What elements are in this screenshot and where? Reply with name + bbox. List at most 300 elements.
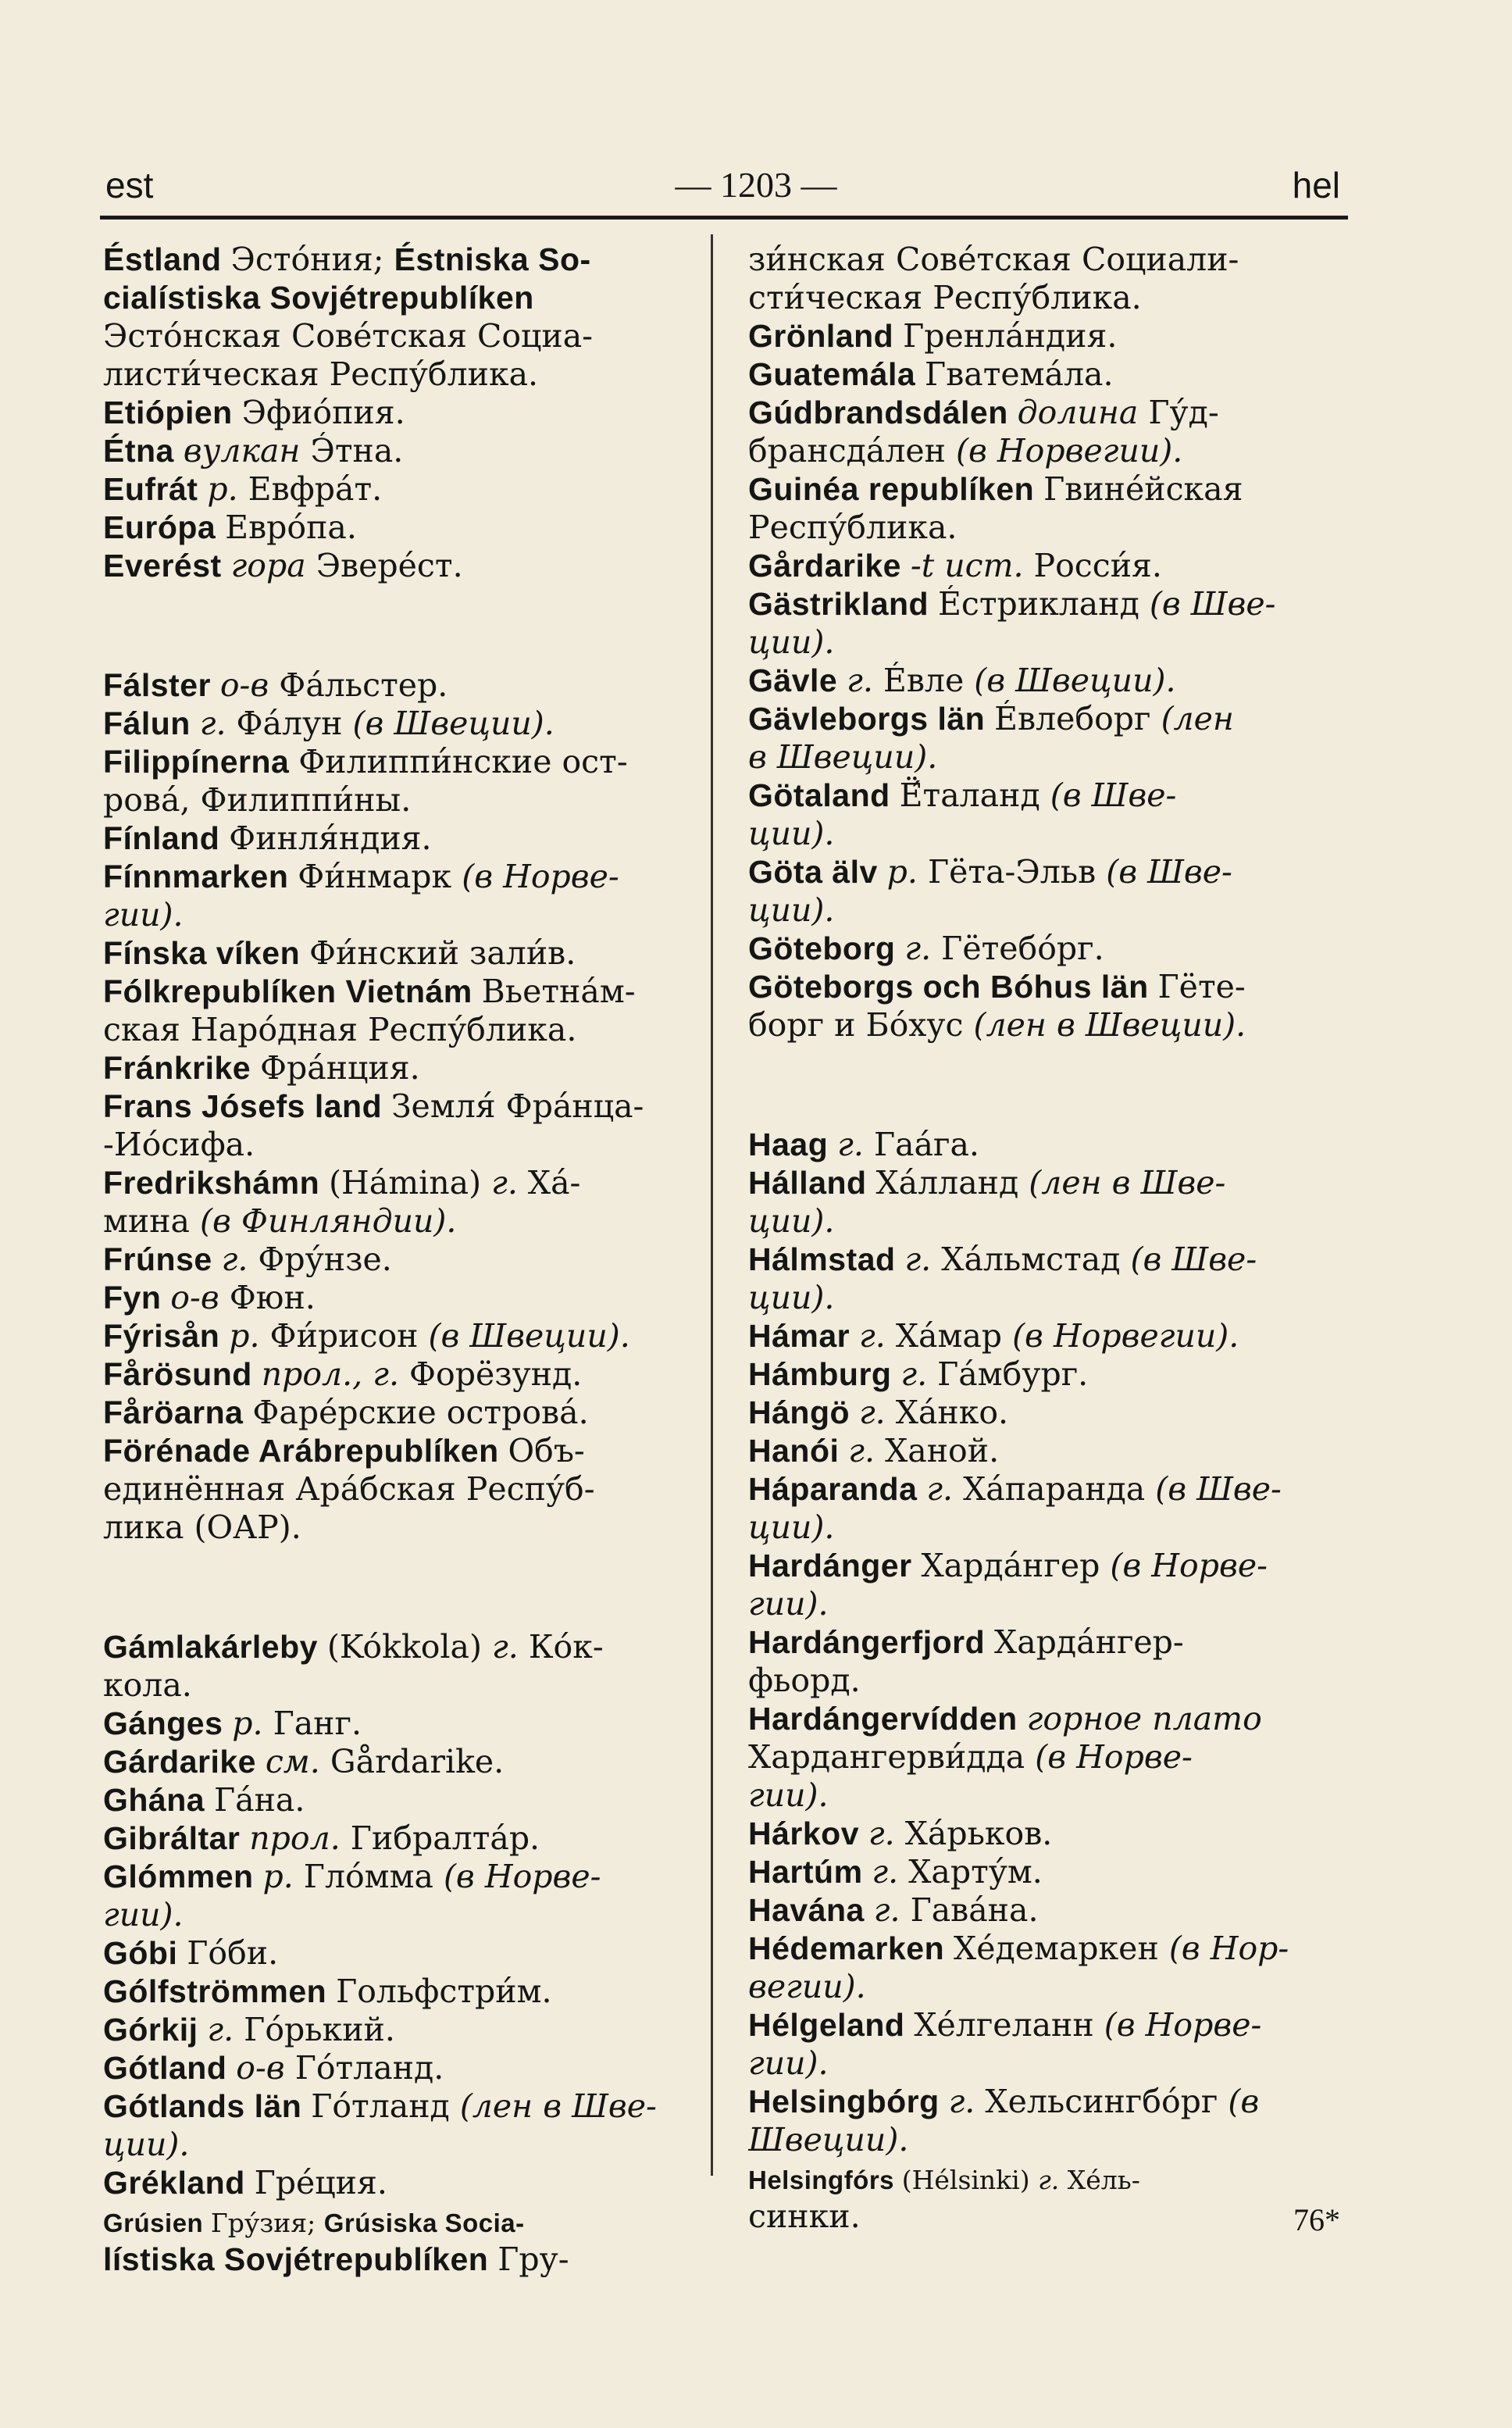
headword: Fálun	[103, 705, 200, 741]
entry-line	[748, 1432, 1342, 1470]
translation: Гаа́га.	[873, 1126, 979, 1163]
gloss-note: горное плато	[1026, 1700, 1262, 1737]
translation: Гвине́йская	[1043, 470, 1243, 508]
gloss-note: (в Шве-	[1149, 585, 1276, 623]
gloss-note: ции).	[103, 2126, 190, 2163]
translation: Ко́к-	[528, 1628, 604, 1666]
headword: Etiópien	[103, 395, 242, 430]
translation: листи́ческая Респу́блика.	[103, 355, 539, 393]
headword: Hálland	[748, 1165, 876, 1201]
entry-line	[103, 1509, 697, 1547]
gloss-note: (лен в Швеции).	[973, 1006, 1246, 1044]
headword: Gótlands län	[103, 2088, 312, 2124]
translation: Форёзунд.	[409, 1355, 583, 1393]
entry-line	[103, 2011, 697, 2049]
translation: Гватема́ла.	[925, 355, 1114, 393]
translation: Го́тланд.	[294, 2049, 444, 2087]
translation: Евро́па.	[225, 509, 357, 546]
headword: Göteborg	[748, 930, 905, 966]
translation: Филиппи́нские ост-	[298, 743, 628, 780]
gloss-note: прол., г.	[261, 1355, 410, 1393]
entry-line	[748, 547, 1342, 585]
gloss-note: р.	[232, 1705, 273, 1742]
header-rule	[100, 216, 1348, 220]
gloss-note: (в Нор-	[1168, 1930, 1289, 1967]
translation: Фра́нция.	[260, 1049, 420, 1087]
headword: Havána	[748, 1892, 874, 1928]
headword: Gólfströmmen	[103, 1973, 337, 2009]
headword: Everést	[103, 548, 231, 584]
entry-line	[103, 666, 697, 705]
headword: Hardánger	[748, 1548, 922, 1584]
headword: Hángö	[748, 1394, 859, 1430]
gloss-note: г.	[492, 1628, 529, 1666]
entry-line	[103, 279, 697, 317]
gloss-note: г.	[859, 1317, 896, 1355]
headword: Fåröarna	[103, 1394, 253, 1430]
translation: Харту́м.	[908, 1853, 1043, 1891]
translation: Фру́нзе.	[258, 1241, 392, 1278]
gloss-note: г.	[221, 1241, 259, 1278]
gloss-note: г.	[904, 1241, 942, 1278]
headword: Fyn	[103, 1280, 171, 1316]
headword: Göta älv	[748, 854, 887, 890]
gloss-note: в Швеции).	[748, 738, 938, 776]
entry-line	[103, 1355, 697, 1394]
translation: Гольфстри́м.	[336, 1973, 552, 2010]
translation: Гёте-	[1157, 968, 1246, 1005]
translation: рова́, Филиппи́ны.	[103, 781, 412, 819]
translation: сти́ческая Респу́блика.	[748, 279, 1142, 316]
translation: синки.	[748, 2198, 861, 2235]
headword: Eufrát	[103, 471, 208, 507]
gloss-note: г.	[848, 1432, 886, 1469]
headword: Hálmstad	[748, 1241, 905, 1277]
entry-line	[748, 2159, 1342, 2198]
entry-line	[748, 1930, 1342, 1968]
gloss-note: ции).	[748, 1279, 835, 1316]
translation: Е́вле	[883, 662, 975, 699]
column-divider	[711, 234, 713, 2176]
translation: Евфра́т.	[248, 470, 383, 508]
headword: Fínska víken	[103, 935, 310, 971]
headword: Gibráltar	[103, 1820, 250, 1856]
headword: Hárkov	[748, 1816, 868, 1851]
entry-line	[748, 1317, 1342, 1355]
headword: Fínland	[103, 820, 230, 856]
translation: Гёта-Эльв	[927, 853, 1107, 891]
entry-line	[748, 2083, 1342, 2121]
entry-line	[103, 1470, 697, 1509]
headword: Hardángerfjord	[748, 1624, 995, 1660]
gloss-note: ции).	[748, 891, 835, 929]
right-column	[748, 241, 1342, 2236]
entry-line	[103, 2049, 697, 2087]
translation: Фаре́рские острова́.	[252, 1394, 589, 1431]
headword: Götaland	[748, 777, 900, 813]
page-number: — 1203 —	[675, 165, 837, 205]
translation: Гру-	[497, 2241, 569, 2278]
headword: Ghána	[103, 1782, 214, 1818]
entry-line	[748, 968, 1342, 1006]
entry-line	[748, 1355, 1342, 1394]
headword: Gárdarike	[103, 1744, 266, 1780]
translation: Ха́паранда	[963, 1470, 1156, 1508]
translation: Гётебо́рг.	[941, 930, 1104, 967]
headword: Fýrisån	[103, 1318, 230, 1354]
translation: Эфио́пия.	[241, 394, 405, 431]
translation: Харда́нгер	[921, 1547, 1111, 1584]
entry-line	[748, 470, 1342, 509]
gloss-note: (в Норвегии).	[1012, 1317, 1239, 1355]
entry-line	[748, 1623, 1342, 1662]
entry-line	[103, 547, 697, 585]
entry-line	[103, 819, 697, 858]
entry-line	[748, 1815, 1342, 1853]
translation: Фи́рисон	[269, 1317, 429, 1355]
gloss-note: г.	[847, 662, 883, 699]
headword: Hartúm	[748, 1854, 872, 1890]
entry-line	[103, 2241, 697, 2279]
gloss-note: г.	[837, 1126, 874, 1163]
entry-line	[748, 317, 1342, 355]
gloss-note: г.	[207, 2011, 244, 2048]
entry-line	[103, 1011, 697, 1049]
translation: зи́нская Сове́тская Социали-	[748, 241, 1239, 278]
entry-line	[748, 1891, 1342, 1930]
headword: Fredrikshámn	[103, 1165, 330, 1201]
gloss-note: (в Шве-	[1106, 853, 1232, 891]
entry-line	[103, 509, 697, 547]
entry-line	[748, 2006, 1342, 2044]
translation: Ха́нко.	[895, 1394, 1009, 1431]
translation: кола.	[103, 1666, 192, 1704]
entry-line	[748, 394, 1342, 432]
headword: Glómmen	[103, 1858, 263, 1894]
gloss-note: (лен в Шве-	[459, 2087, 657, 2125]
translation: Фа́лун	[236, 705, 353, 742]
gloss-note: ции).	[748, 1509, 835, 1546]
headword: Göteborgs och Bóhus län	[748, 969, 1158, 1005]
gloss-note: о-в	[170, 1279, 230, 1316]
translation: Гибралта́р.	[350, 1819, 540, 1857]
translation: Го́тланд	[311, 2087, 460, 2125]
gloss-note: (в Швеции).	[974, 662, 1176, 699]
gloss-note: р.	[229, 1317, 270, 1355]
headword: Grékland	[103, 2165, 255, 2201]
headword: Filippínerna	[103, 744, 299, 780]
headword: Gårdarike	[748, 548, 911, 584]
entry-line	[748, 1126, 1342, 1164]
headword: Frans Jósefs land	[103, 1088, 392, 1124]
entry-line	[103, 1973, 697, 2011]
gloss-note: -t ист.	[910, 547, 1034, 584]
translation: Ха́-	[527, 1164, 581, 1202]
entry-line	[748, 1853, 1342, 1891]
headword: Háparanda	[748, 1471, 927, 1507]
gloss-note: г.	[1038, 2165, 1068, 2195]
translation: Ха́лланд	[875, 1164, 1029, 1202]
gloss-note: вегии).	[748, 1968, 866, 2005]
entry-line	[748, 1394, 1342, 1432]
headword: Hámburg	[748, 1356, 901, 1392]
entry-line	[103, 1705, 697, 1743]
gloss-note: о-в	[219, 666, 280, 704]
translation: (Kókkola)	[326, 1628, 493, 1666]
entry-line	[748, 1662, 1342, 1700]
headword: Gámlakárleby	[103, 1629, 327, 1665]
headword: Frúnse	[103, 1241, 222, 1277]
entry-line	[748, 1279, 1342, 1317]
entry-line	[748, 1738, 1342, 1776]
translation: Га́мбург.	[937, 1355, 1089, 1393]
gloss-note: (в	[1228, 2083, 1260, 2120]
gloss-note: гии).	[748, 1776, 829, 1814]
translation: Хе́ль-	[1067, 2165, 1140, 2195]
entry-line	[103, 743, 697, 781]
entry-line	[748, 1547, 1342, 1585]
translation: Гру́зия;	[210, 2208, 324, 2238]
headword: Gävleborgs län	[748, 701, 995, 737]
gloss-note: (в Шве-	[1155, 1470, 1282, 1508]
gloss-note: (в Норве-	[462, 858, 619, 895]
entry-line	[103, 1049, 697, 1087]
entry-line	[748, 279, 1342, 317]
headword: Gánges	[103, 1705, 233, 1741]
entry-line	[748, 738, 1342, 777]
headword: Gävle	[748, 662, 847, 698]
translation: Го́би.	[187, 1934, 279, 1972]
headword: Helsingfórs	[748, 2166, 902, 2194]
translation: Ганг.	[273, 1705, 362, 1742]
headword: Grúsiska Socia-	[323, 2208, 525, 2237]
entry-line	[103, 705, 697, 743]
entry-line	[748, 1202, 1342, 1241]
translation: Эсто́ния;	[230, 241, 394, 278]
gloss-note: вулкан	[183, 432, 311, 470]
translation: лика (ОАР).	[103, 1509, 301, 1546]
headword: Fránkrike	[103, 1050, 260, 1086]
entry-line	[748, 2121, 1342, 2159]
entry-line	[748, 853, 1342, 891]
entry-line	[748, 1006, 1342, 1044]
entry-line	[103, 2164, 697, 2202]
entry-line	[103, 1666, 697, 1705]
translation: Га́на.	[213, 1781, 305, 1819]
entry-line	[103, 241, 697, 279]
headword: Európa	[103, 509, 226, 545]
gloss-note: г.	[904, 930, 942, 967]
gloss-note: ции).	[748, 815, 835, 852]
translation: единённая Ара́бская Респу́б-	[103, 1470, 595, 1508]
signature-mark: 76*	[1293, 2202, 1340, 2237]
translation: Гре́ция.	[254, 2164, 387, 2201]
headword: Fårösund	[103, 1356, 262, 1392]
entry-line	[103, 432, 697, 470]
headword: Hámar	[748, 1318, 860, 1354]
headword: cialístiska Sovjétrepublíken	[103, 280, 534, 316]
entry-line	[748, 623, 1342, 662]
gloss-note: (в Швеции).	[428, 1317, 630, 1355]
gloss-note: гии).	[103, 896, 184, 934]
entry-line	[103, 973, 697, 1011]
entry-line	[748, 1164, 1342, 1202]
entry-line	[748, 1470, 1342, 1509]
headword: Guinéa republíken	[748, 471, 1044, 507]
entry-line	[103, 1394, 697, 1432]
gloss-note: г.	[948, 2083, 986, 2120]
entry-line	[103, 1743, 697, 1781]
gloss-note: (в Норве-	[1104, 2006, 1262, 2044]
translation: Е́стрикланд	[937, 585, 1150, 623]
translation: ская Наро́дная Респу́блика.	[103, 1011, 577, 1048]
entry-line	[103, 355, 697, 394]
entry-line	[103, 1858, 697, 1896]
entry-line	[103, 2087, 697, 2126]
translation: Росси́я.	[1033, 547, 1162, 584]
entry-line	[748, 930, 1342, 968]
translation: Финля́ндия.	[229, 819, 432, 857]
entry-line	[103, 1896, 697, 1934]
headword: Fólkrepublíken Vietnám	[103, 973, 482, 1009]
gloss-note: р.	[262, 1858, 304, 1895]
translation: Хардангерви́дда	[748, 1738, 1036, 1776]
entry-line	[103, 1819, 697, 1858]
gloss-note: р.	[207, 470, 248, 508]
entry-line	[103, 1279, 697, 1317]
gloss-note: ции).	[748, 1202, 835, 1240]
gloss-note: (в Норве-	[443, 1858, 601, 1895]
headword: Hanói	[748, 1433, 849, 1469]
headword: Grönland	[748, 318, 904, 354]
translation: (Hámina)	[329, 1164, 492, 1202]
headword: Förénade Arábrepublíken	[103, 1433, 508, 1469]
headword: Fálster	[103, 667, 220, 703]
entry-line	[103, 1317, 697, 1355]
header-left-guideword: est	[105, 165, 154, 205]
headword: Góbi	[103, 1935, 187, 1971]
entry-line	[748, 1585, 1342, 1623]
entry-line	[103, 1628, 697, 1666]
entry-line	[103, 1934, 697, 1973]
headword: Gótland	[103, 2050, 237, 2086]
entry-line	[748, 432, 1342, 470]
translation: борг и Бо́хус	[748, 1006, 974, 1044]
entry-line	[103, 2126, 697, 2164]
translation: Фи́нский зали́в.	[309, 934, 576, 972]
section-gap	[103, 585, 697, 666]
translation: Вьетна́м-	[481, 973, 636, 1010]
translation: Харда́нгер-	[994, 1623, 1184, 1661]
translation: Эвере́ст.	[316, 547, 463, 584]
headword: Fínnmarken	[103, 859, 298, 894]
headword: Éstniska So-	[394, 241, 591, 277]
entry-line	[748, 355, 1342, 394]
gloss-note: (лен	[1161, 700, 1234, 737]
entry-line	[103, 1241, 697, 1279]
gloss-note: р.	[886, 853, 928, 891]
headword: Gästrikland	[748, 586, 938, 622]
translation: брансда́лен	[748, 432, 957, 470]
headword: Éstland	[103, 241, 231, 277]
gloss-note: г.	[873, 1891, 911, 1929]
gloss-note: (лен в Шве-	[1029, 1164, 1226, 1202]
gloss-note: гии).	[748, 2044, 829, 2082]
translation: Ё́таланд	[899, 777, 1050, 814]
entry-line	[103, 858, 697, 896]
entry-line	[103, 1164, 697, 1202]
left-column	[103, 241, 697, 2279]
entry-line	[103, 1202, 697, 1241]
gloss-note: (в Финляндии).	[200, 1202, 457, 1240]
entry-line	[748, 1241, 1342, 1279]
entry-line	[103, 1781, 697, 1819]
entry-line	[748, 1776, 1342, 1815]
headword: Étna	[103, 433, 184, 469]
entry-line	[748, 2198, 1342, 2236]
entry-line	[748, 662, 1342, 700]
gloss-note: (в Шве-	[1050, 777, 1177, 814]
headword: Haag	[748, 1127, 838, 1162]
headword: Hardángervídden	[748, 1701, 1027, 1737]
gloss-note: (в Норве-	[1110, 1547, 1268, 1584]
headword: Gúdbrandsdálen	[748, 395, 1018, 430]
translation: Хе́лгеланн	[914, 2006, 1104, 2044]
entry-line	[103, 934, 697, 973]
page-header	[0, 164, 1512, 211]
headword: Hédemarken	[748, 1930, 954, 1966]
translation: Ханой.	[885, 1432, 1000, 1469]
translation: Хе́демаркен	[954, 1930, 1169, 1967]
entry-line	[103, 1432, 697, 1470]
translation: фьорд.	[748, 1662, 861, 1699]
headword: Helsingbórg	[748, 2083, 949, 2119]
gloss-note: ции).	[748, 623, 835, 661]
gloss-note: (в Шве-	[1130, 1241, 1257, 1278]
translation: Фи́нмарк	[298, 858, 462, 895]
translation: Gårdarike.	[330, 1743, 505, 1780]
gloss-note: (в Норве-	[1035, 1738, 1193, 1776]
translation: Е́влеборг	[994, 700, 1161, 737]
entry-line	[748, 777, 1342, 815]
translation: Земля́ Фра́нца-	[391, 1087, 644, 1125]
translation: Го́рький.	[244, 2011, 395, 2048]
entry-line	[103, 1126, 697, 1164]
entry-line	[103, 2202, 697, 2241]
entry-line	[103, 470, 697, 509]
translation: Объ-	[508, 1432, 585, 1469]
translation: Ха́рьков.	[904, 1815, 1053, 1852]
translation: Гава́на.	[910, 1891, 1039, 1929]
entry-line	[103, 896, 697, 934]
gloss-note: гора	[230, 547, 316, 584]
translation: Ха́льмстад	[941, 1241, 1131, 1278]
section-gap	[103, 1547, 697, 1628]
header-right-guideword: hel	[1292, 165, 1340, 205]
entry-line	[103, 781, 697, 819]
translation: мина	[103, 1202, 201, 1240]
gloss-note: г.	[872, 1853, 909, 1891]
headword: lístiska Sovjétrepublíken	[103, 2241, 498, 2277]
translation: (Hélsinki)	[901, 2165, 1039, 2195]
entry-line	[103, 317, 697, 355]
translation: Фюн.	[229, 1279, 316, 1316]
entry-line	[748, 891, 1342, 930]
entry-line	[748, 1968, 1342, 2006]
entry-line	[103, 394, 697, 432]
translation: Ха́мар	[895, 1317, 1013, 1355]
gloss-note: гии).	[748, 1585, 829, 1623]
